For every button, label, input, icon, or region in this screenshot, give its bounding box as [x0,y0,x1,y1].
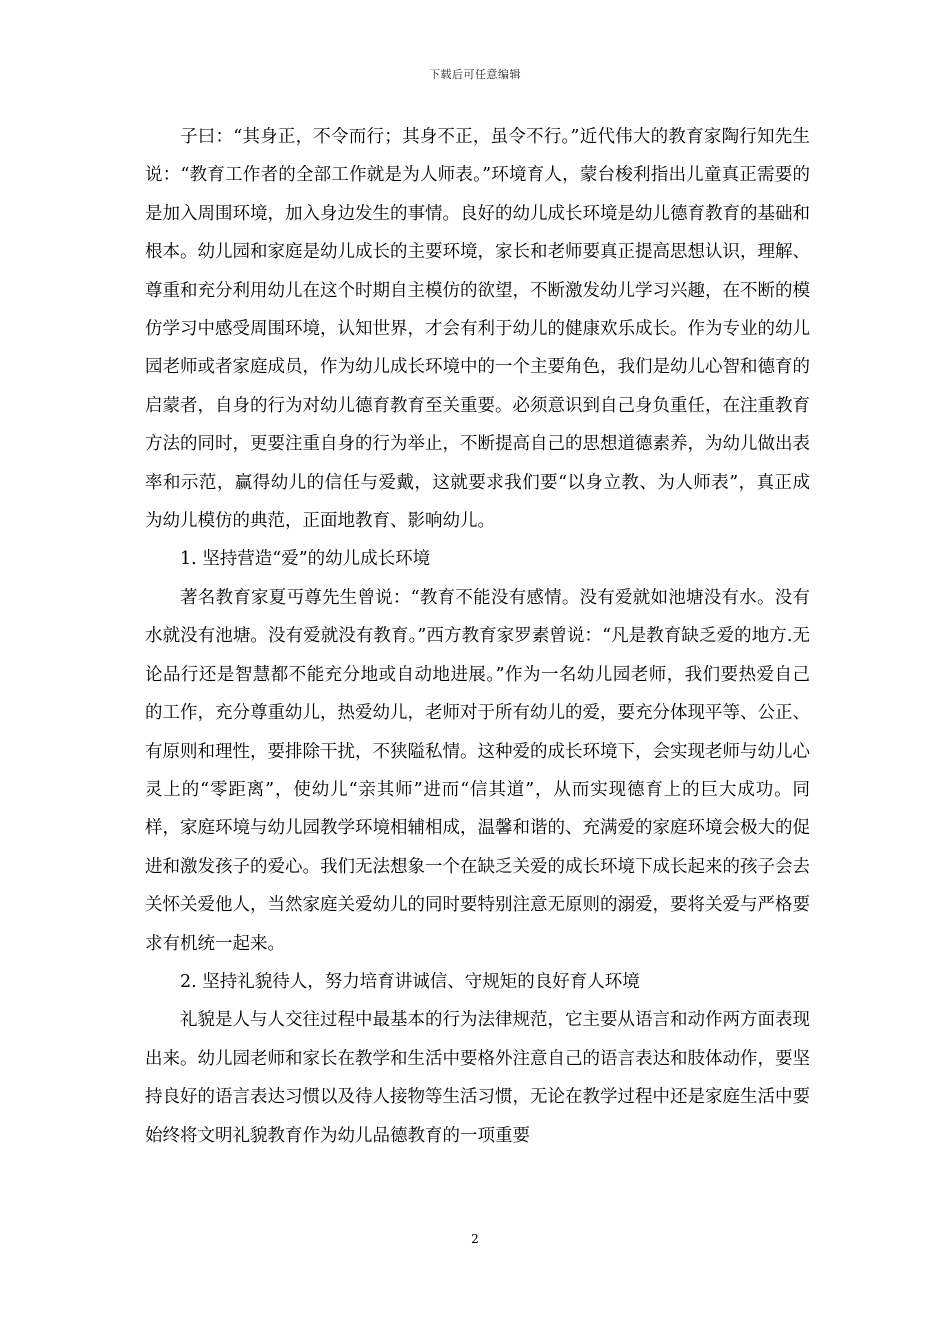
section-heading-1: 1. 坚持营造“爱”的幼儿成长环境 [180,549,431,570]
paragraph-love-environment: 著名教育家夏丏尊先生曾说：“教育不能没有感情。没有爱就如池塘没有水。没有水就没有池塘。没有爱就没有教育。”西方教育家罗素曾说：“凡是教育缺乏爱的地方.无论品行还是智慧都不能充分地或自动地进展。”作为一名幼儿园老师，我们要热爱自己的工作，充分尊重幼儿，热爱幼儿，老师对于所有幼儿的爱，要充分体现平等、公正、有原则和理性，要排除干扰，不狭隘私情。这种爱的成长环境下，会实现老师与幼儿心灵上的“零距离”，使幼儿“亲其师”进而“信其道”，从而实现德育上的巨大成功。同样，家庭环境与幼儿园教学环境相辅相成，温馨和谐的、充满爱的家庭环境会极大的促进和激发孩子的爱心。我们无法想象一个在缺乏关爱的成长环境下成长起来的孩子会去关怀关爱他人，当然家庭关爱幼儿的同时要特别注意无原则的溺爱，要将关爱与严格要求有机统一起来。 [145,587,810,954]
paragraph-courtesy: 礼貌是人与人交往过程中最基本的行为法律规范，它主要从语言和动作两方面表现出来。幼儿园老师和家长在教学和生活中要格外注意自己的语言表达和肢体动作，要坚持良好的语言表达习惯以及待人接物等生活习惯，无论在教学过程中还是家庭生活中要始终将文明礼貌教育作为幼儿品德教育的一项重要 [145,1010,810,1146]
section-heading-2: 2. 坚持礼貌待人，努力培育讲诚信、守规矩的良好育人环境 [180,971,640,992]
page-number: 2 [471,1232,479,1246]
document-body [145,118,810,1155]
paragraph-intro: 子曰：“其身正，不令而行；其身不正，虽令不行。”近代伟大的教育家陶行知先生说：“教育工作者的全部工作就是为人师表。”环境育人，蒙台梭利指出儿童真正需要的是加入周围环境，加入身边发生的事情。良好的幼儿成长环境是幼儿德育教育的基础和根本。幼儿园和家庭是幼儿成长的主要环境，家长和老师要真正提高思想认识，理解、尊重和充分利用幼儿在这个时期自主模仿的欲望，不断激发幼儿学习兴趣，在不断的模仿学习中感受周围环境，认知世界，才会有利于幼儿的健康欢乐成长。作为专业的幼儿园老师或者家庭成员，作为幼儿成长环境中的一个主要角色，我们是幼儿心智和德育的启蒙者，自身的行为对幼儿德育教育至关重要。必须意识到自己身负重任，在注重教育方法的同时，更要注重自身的行为举止，不断提高自己的思想道德素养，为幼儿做出表率和示范，赢得幼儿的信任与爱戴，这就要求我们要“以身立教、为人师表”，真正成为幼儿模仿的典范，正面地教育、影响幼儿。 [145,127,810,532]
page-header: 下载后可任意编辑 [429,68,521,81]
